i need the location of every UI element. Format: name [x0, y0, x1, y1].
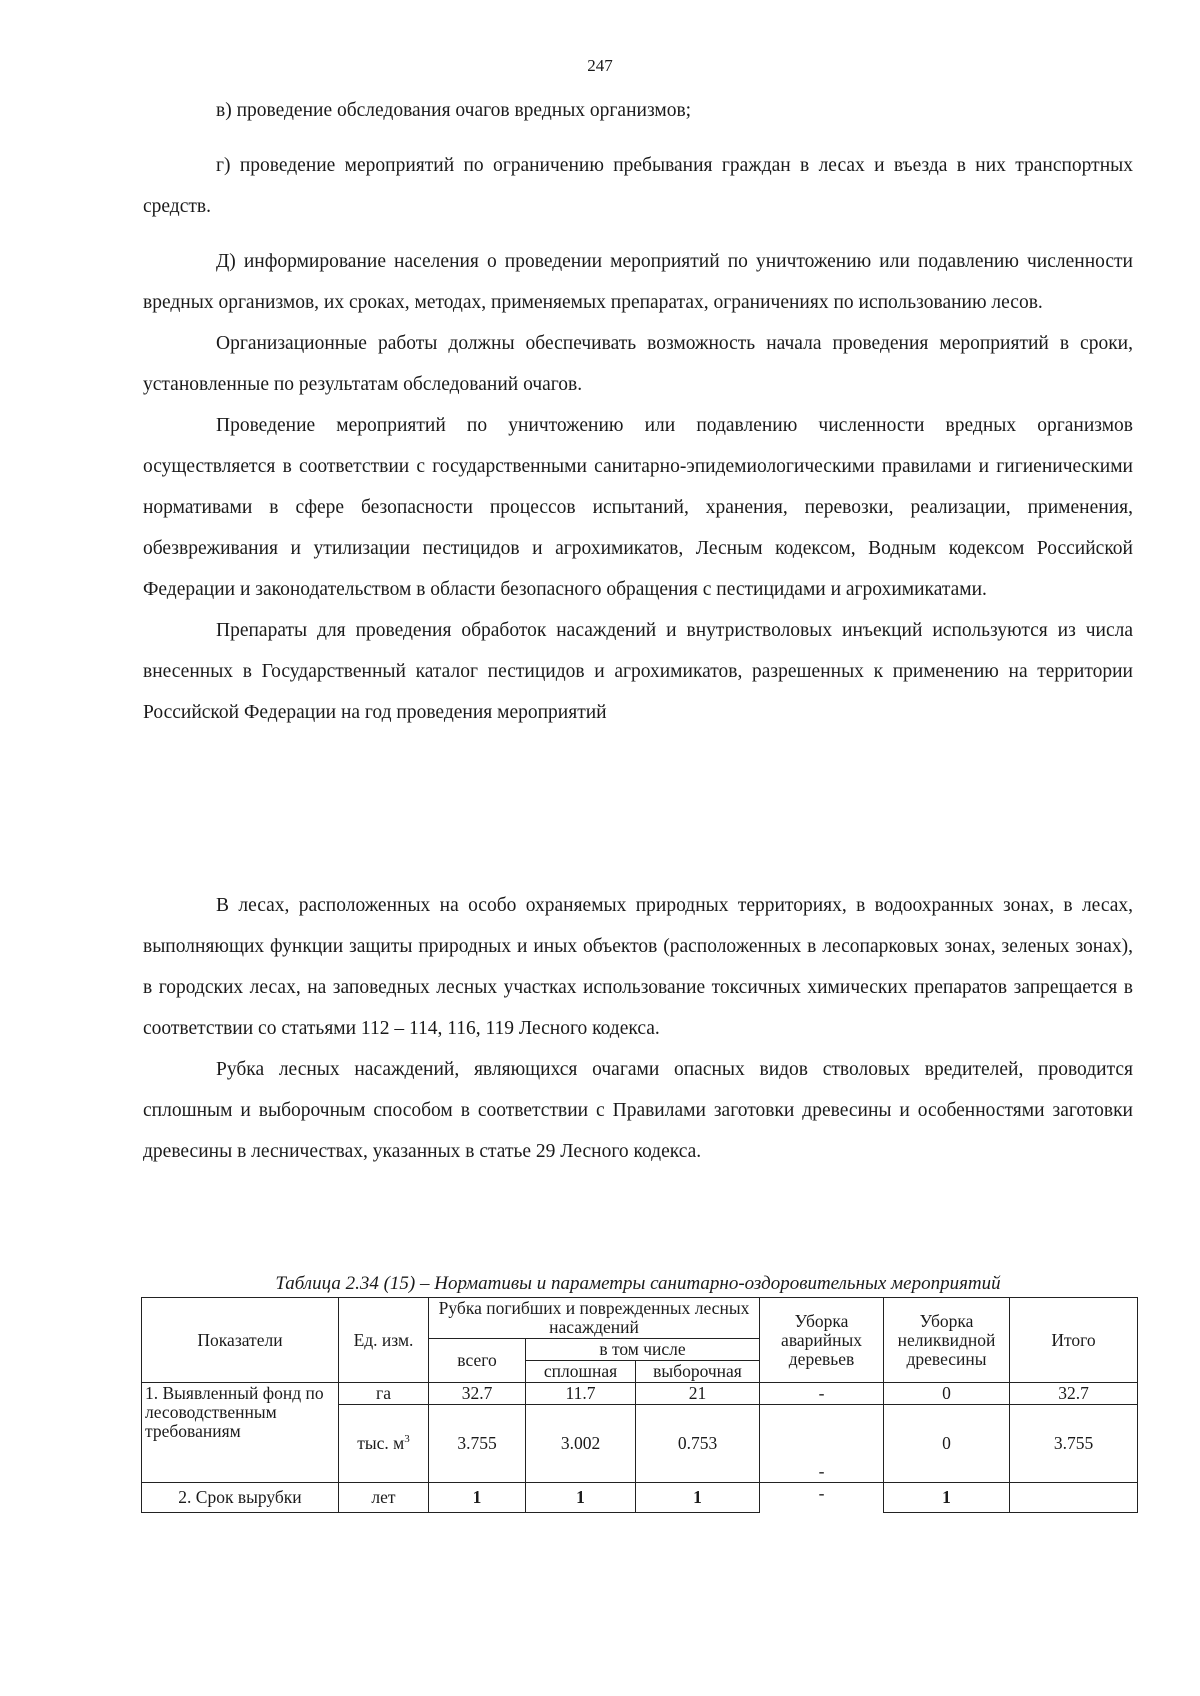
cell-all: 3.755: [429, 1405, 526, 1483]
header-clear: сплошная: [526, 1361, 636, 1383]
cell-unit: [339, 1405, 429, 1483]
header-total: Итого: [1010, 1298, 1138, 1383]
cell-illiquid: 0: [884, 1383, 1010, 1405]
header-indicators: Показатели: [142, 1298, 339, 1383]
paragraph: Организационные работы должны обеспечивать возможность начала проведения мероприятий в сроки, установленные по результатам обследований очагов.: [143, 333, 1133, 395]
cell-all: 1: [429, 1483, 526, 1513]
cell-illiquid: 0: [884, 1405, 1010, 1483]
header-illiquid: Уборка неликвидной древесины: [884, 1298, 1010, 1383]
table-header-row: [142, 1298, 1138, 1339]
cell-clear: 1: [526, 1483, 636, 1513]
cell-unit: га: [339, 1383, 429, 1405]
header-unit: Ед. изм.: [339, 1298, 429, 1383]
cell-selective: 1: [636, 1483, 760, 1513]
paragraph: Рубка лесных насаждений, являющихся очагами опасных видов стволовых вредителей, проводится сплошным и выборочным способом в соответствии с Правилами заготовки древесины и особенностями заготовки древесины в лесничествах, указанных в статье 29 Лесного кодекса.: [143, 1059, 1133, 1162]
cell-clear: 11.7: [526, 1383, 636, 1405]
paragraph: в) проведение обследования очагов вредных организмов;: [216, 100, 692, 121]
header-felling-group: Рубка погибших и поврежденных лесных насаждений: [429, 1298, 760, 1339]
unit-base: тыс. м: [357, 1433, 405, 1453]
paragraph: Д) информирование населения о проведении мероприятий по уничтожению или подавлению численности вредных организмов, их сроках, методах, применяемых препаратах, ограничениях по использованию лесов.: [143, 251, 1133, 313]
cell-clear: 3.002: [526, 1405, 636, 1483]
table-row: [142, 1383, 1138, 1405]
page-number: 247: [587, 56, 613, 75]
cell-total: [1010, 1483, 1138, 1513]
header-emergency: Уборка аварийных деревьев: [760, 1298, 884, 1383]
paragraph: Препараты для проведения обработок насаждений и внутристволовых инъекций используются из числа внесенных в Государственный каталог пестицидов и агрохимикатов, разрешенных к применению на территории Российской Федерации на год проведения мероприятий: [143, 620, 1133, 723]
paragraph: г) проведение мероприятий по ограничению пребывания граждан в лесах и въезда в них транспортных средств.: [143, 155, 1133, 217]
cell-selective: 0.753: [636, 1405, 760, 1483]
norms-table: [141, 1297, 1138, 1513]
header-selective: выборочная: [636, 1361, 760, 1383]
text-group-1: [143, 90, 1133, 733]
paragraph: В лесах, расположенных на особо охраняемых природных территориях, в водоохранных зонах, в лесах, выполняющих функции защиты природных и иных объектов (расположенных в лесопарковых зонах, зеленых зонах), в городских лесах, на заповедных лесных участках использование токсичных химических препаратов запрещается в соответствии со статьями 112 – 114, 116, 119 Лесного кодекса.: [143, 895, 1133, 1039]
cell-selective: 21: [636, 1383, 760, 1405]
paragraph: Проведение мероприятий по уничтожению или подавлению численности вредных организмов осуществляется в соответствии с государственными санитарно-эпидемиологическими правилами и гигиеническими нормативами в сфере безопасности процессов испытаний, хранения, перевозки, реализации, применения, обезвреживания и утилизации пестицидов и агрохимикатов, Лесным кодексом, Водным кодексом Российской Федерации и законодательством в области безопасного обращения с пестицидами и агрохимикатами.: [143, 415, 1133, 600]
cell-total: 32.7: [1010, 1383, 1138, 1405]
unit-superscript: 3: [404, 1433, 410, 1446]
cell-emergency: -: [760, 1483, 884, 1513]
cell-emergency: -: [760, 1383, 884, 1405]
row-indicator: 1. Выявленный фонд по лесоводственным требованиям: [142, 1383, 339, 1483]
table-caption: Таблица 2.34 (15) – Нормативы и параметры санитарно-оздоровительных мероприятий: [275, 1273, 1001, 1294]
cell-all: 32.7: [429, 1383, 526, 1405]
header-including: в том числе: [526, 1339, 760, 1361]
text-group-2: [143, 885, 1133, 1172]
table-row: [142, 1483, 1138, 1513]
row-indicator: 2. Срок вырубки: [142, 1483, 339, 1513]
cell-total: 3.755: [1010, 1405, 1138, 1483]
cell-emergency: -: [760, 1405, 884, 1483]
cell-illiquid: 1: [884, 1483, 1010, 1513]
cell-unit: лет: [339, 1483, 429, 1513]
header-all: всего: [429, 1339, 526, 1383]
